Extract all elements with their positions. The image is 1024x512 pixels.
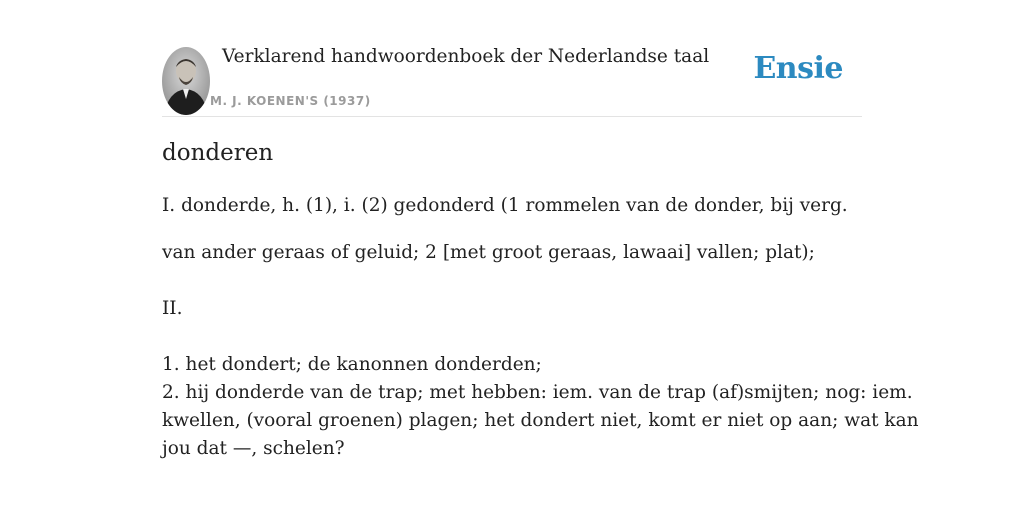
book-title[interactable]: Verklarend handwoordenboek der Nederlandse taal <box>222 46 710 67</box>
entry-word: donderen <box>162 140 274 166</box>
sense-list <box>162 351 919 463</box>
author-portrait-icon <box>162 47 210 115</box>
sense-item-1: 1. het dondert; de kanonnen donderden; <box>162 354 542 375</box>
sense-item-2-line-2: kwellen, (vooral groenen) plagen; het dondert niet, komt er niet op aan; wat kan <box>162 410 919 431</box>
section-label: II. <box>162 298 183 319</box>
page-content <box>162 0 919 459</box>
dictionary-header <box>162 0 862 117</box>
sense-item-2-line-3: jou dat —, schelen? <box>162 438 345 459</box>
book-author: M. J. KOENEN'S (1937) <box>210 94 371 108</box>
entry-intro-line-2: van ander geraas of geluid; 2 [met groot geraas, lawaai] vallen; plat); <box>162 242 815 263</box>
entry-intro-line-1: I. donderde, h. (1), i. (2) gedonderd (1 rommelen van de donder, bij verg. <box>162 195 848 216</box>
sense-item-2-line-1: 2. hij donderde van de trap; met hebben: iem. van de trap (af)smijten; nog: iem. <box>162 382 913 403</box>
ensie-logo-link[interactable]: Ensie <box>753 51 843 86</box>
